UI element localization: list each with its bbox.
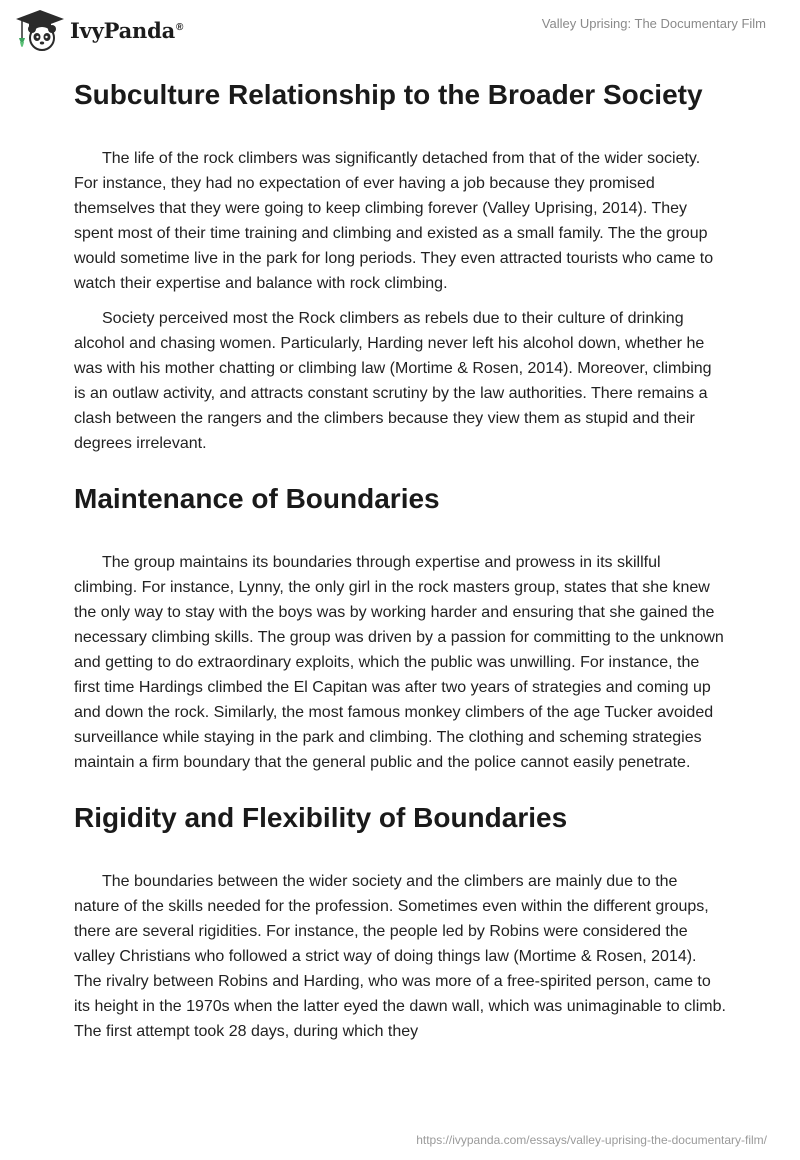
page-header <box>0 0 800 60</box>
section-heading: Rigidity and Flexibility of Boundaries <box>74 802 568 833</box>
registered-mark: ® <box>176 21 184 33</box>
panda-mascot-icon <box>14 8 66 52</box>
source-url-link[interactable]: https://ivypanda.com/essays/valley-uprising-the-documentary-film/ <box>416 1133 767 1147</box>
logo-wordmark <box>70 18 183 43</box>
paragraph: The life of the rock climbers was significantly detached from that of the wider society. For instance, they had no expectation of ever having a job because they promised themselves that they were going to keep climbing forever (Valley Uprising, 2014). They spent most of their time training and climbing and existed as a small family. The the group would sometime live in the park for long periods. They even attracted tourists who came to watch their expertise and balance with rock climbing. <box>74 150 714 292</box>
paragraph: The boundaries between the wider society and the climbers are mainly due to the nature of the skills needed for the profession. Sometimes even within the different groups, there are several rigidities. For instance, the people led by Robins were considered the valley Christians who followed a strict way of doing things law (Mortime & Rosen, 2014). The rivalry between Robins and Harding, who was more of a free-spirited person, came to its height in the 1970s when the latter eyed the dawn wall, which was unimaginable to climb. The first attempt took 28 days, during which they <box>74 873 726 1040</box>
logo-text: IvyPanda <box>70 17 176 43</box>
paragraph: Society perceived most the Rock climbers as rebels due to their culture of drinking alcohol and chasing women. Particularly, Harding never left his alcohol down, whether he was with his mother chatting or climbing law (Mortime & Rosen, 2014). Moreover, climbing is an outlaw activity, and attracts constant scrutiny by the law authorities. There remains a clash between the rangers and the climbers because they view them as stupid and their degrees irrelevant. <box>74 310 712 452</box>
section-heading: Subculture Relationship to the Broader Society <box>74 79 703 110</box>
ivypanda-logo[interactable] <box>14 8 183 52</box>
essay-content <box>74 74 726 1044</box>
paragraph: The group maintains its boundaries through expertise and prowess in its skillful climbing. For instance, Lynny, the only girl in the rock masters group, states that she knew the only way to stay with the boys was by working harder and ensuring that she gained the necessary climbing skills. The group was driven by a passion for committing to the unknown and getting to do extraordinary exploits, which the public was unwilling. For instance, the first time Hardings climbed the El Capitan was after two years of strategies and coming up and down the rock. Similarly, the most famous monkey climbers of the age Tucker avoided surveillance while staying in the park and climbing. The clothing and scheming strategies maintain a firm boundary that the general public and the police cannot easily penetrate. <box>74 554 724 771</box>
section-heading: Maintenance of Boundaries <box>74 483 440 514</box>
document-title: Valley Uprising: The Documentary Film <box>541 16 766 31</box>
